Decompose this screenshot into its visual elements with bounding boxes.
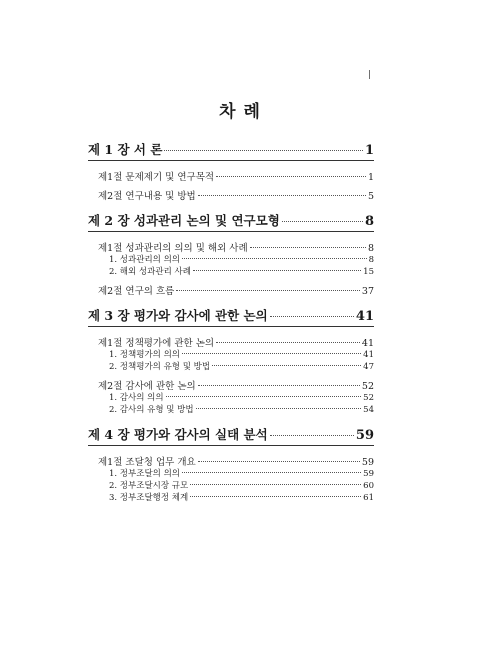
toc-subsection[interactable] <box>88 265 374 277</box>
dot-leader <box>196 408 362 409</box>
toc-section[interactable] <box>88 240 374 253</box>
dot-leader <box>198 385 360 386</box>
dot-leader <box>270 435 354 436</box>
toc-section[interactable] <box>88 335 374 348</box>
dot-leader <box>216 176 366 177</box>
toc-chapter-2[interactable] <box>88 211 374 227</box>
chapter-title: 제 3 장 평가와 감사에 관한 논의 <box>88 308 268 323</box>
toc-section[interactable] <box>88 378 374 391</box>
dot-leader <box>190 484 361 485</box>
chapter-title: 제 2 장 성과관리 논의 및 연구모형 <box>88 213 280 228</box>
page-number: 54 <box>363 405 374 415</box>
toc-subsection[interactable] <box>88 348 374 360</box>
toc-subsection[interactable] <box>88 467 374 479</box>
chapter-divider <box>88 231 374 232</box>
page-number: 8 <box>367 243 374 254</box>
dot-leader <box>182 472 361 473</box>
chapter-divider <box>88 445 374 446</box>
toc-subsection[interactable] <box>88 360 374 372</box>
page-number: 52 <box>361 381 374 392</box>
dot-leader <box>198 461 360 462</box>
page-number: 59 <box>363 469 374 479</box>
toc-chapter-3[interactable] <box>88 306 374 322</box>
subsection-title: 2. 해외 성과관리 사례 <box>109 267 191 277</box>
toc-section[interactable] <box>88 283 374 296</box>
dot-leader <box>212 365 361 366</box>
page-number: 15 <box>363 267 374 277</box>
toc-subsection[interactable] <box>88 403 374 415</box>
subsection-title: 1. 정부조달의 의의 <box>109 469 180 479</box>
section-title: 제1절 정책평가에 관한 논의 <box>98 338 215 349</box>
page-number: 41 <box>355 309 374 324</box>
dot-leader <box>193 270 361 271</box>
page-number: 1 <box>367 172 374 183</box>
dot-leader <box>250 247 366 248</box>
page-number: 47 <box>363 362 374 372</box>
chapter-divider <box>88 326 374 327</box>
subsection-title: 2. 정책평가의 유형 및 방법 <box>109 362 211 372</box>
toc-section[interactable] <box>88 454 374 467</box>
page-number: 1 <box>364 143 374 158</box>
page-number: 59 <box>361 457 374 468</box>
chapter-title: 제 4 장 평가와 감사의 실태 분석 <box>88 427 268 442</box>
subsection-title: 1. 성과관리의 의의 <box>109 255 180 265</box>
dot-leader <box>190 496 361 497</box>
page-number: 41 <box>363 350 374 360</box>
dot-leader <box>166 396 362 397</box>
dot-leader <box>164 150 363 151</box>
section-title: 제1절 조달청 업무 개요 <box>98 457 196 468</box>
chapter-divider <box>88 160 374 161</box>
page-number: 5 <box>367 191 374 202</box>
chapter-title: 제 1 장 서 론 <box>88 142 163 157</box>
dot-leader <box>282 221 363 222</box>
page-number: 52 <box>363 393 374 403</box>
toc-chapter-4[interactable] <box>88 425 374 441</box>
section-title: 제1절 문제제기 및 연구목적 <box>98 172 215 183</box>
dot-leader <box>270 316 354 317</box>
toc-section[interactable] <box>88 169 374 182</box>
subsection-title: 2. 정부조달시장 규모 <box>109 481 189 491</box>
section-title: 제2절 연구내용 및 방법 <box>98 191 196 202</box>
dot-leader <box>216 342 360 343</box>
toc-subsection[interactable] <box>88 479 374 491</box>
dot-leader <box>182 258 367 259</box>
toc-subsection[interactable] <box>88 391 374 403</box>
page-number: 8 <box>368 255 374 265</box>
dot-leader <box>176 290 360 291</box>
page-number: 41 <box>361 338 374 349</box>
toc-title: 차 례 <box>219 102 261 122</box>
page-number: 37 <box>361 286 374 297</box>
toc-subsection[interactable] <box>88 491 374 503</box>
page-number: 60 <box>363 481 374 491</box>
subsection-title: 2. 감사의 유형 및 방법 <box>109 405 194 415</box>
dot-leader <box>198 195 366 196</box>
subsection-title: 3. 정부조달행정 체계 <box>109 493 189 503</box>
section-title: 제2절 연구의 흐름 <box>98 286 175 297</box>
dot-leader <box>182 353 361 354</box>
toc-subsection[interactable] <box>88 253 374 265</box>
page-number: 61 <box>363 493 374 503</box>
toc-section[interactable] <box>88 188 374 201</box>
page-number: 8 <box>364 214 374 229</box>
table-of-contents <box>88 140 374 503</box>
toc-chapter-1[interactable] <box>88 140 374 156</box>
section-title: 제1절 성과관리의 의의 및 해외 사례 <box>98 243 248 254</box>
subsection-title: 1. 감사의 의의 <box>109 393 164 403</box>
subsection-title: 1. 정책평가의 의의 <box>109 350 180 360</box>
page-marker: | <box>368 70 372 80</box>
section-title: 제2절 감사에 관한 논의 <box>98 381 196 392</box>
page-number: 59 <box>355 428 374 443</box>
